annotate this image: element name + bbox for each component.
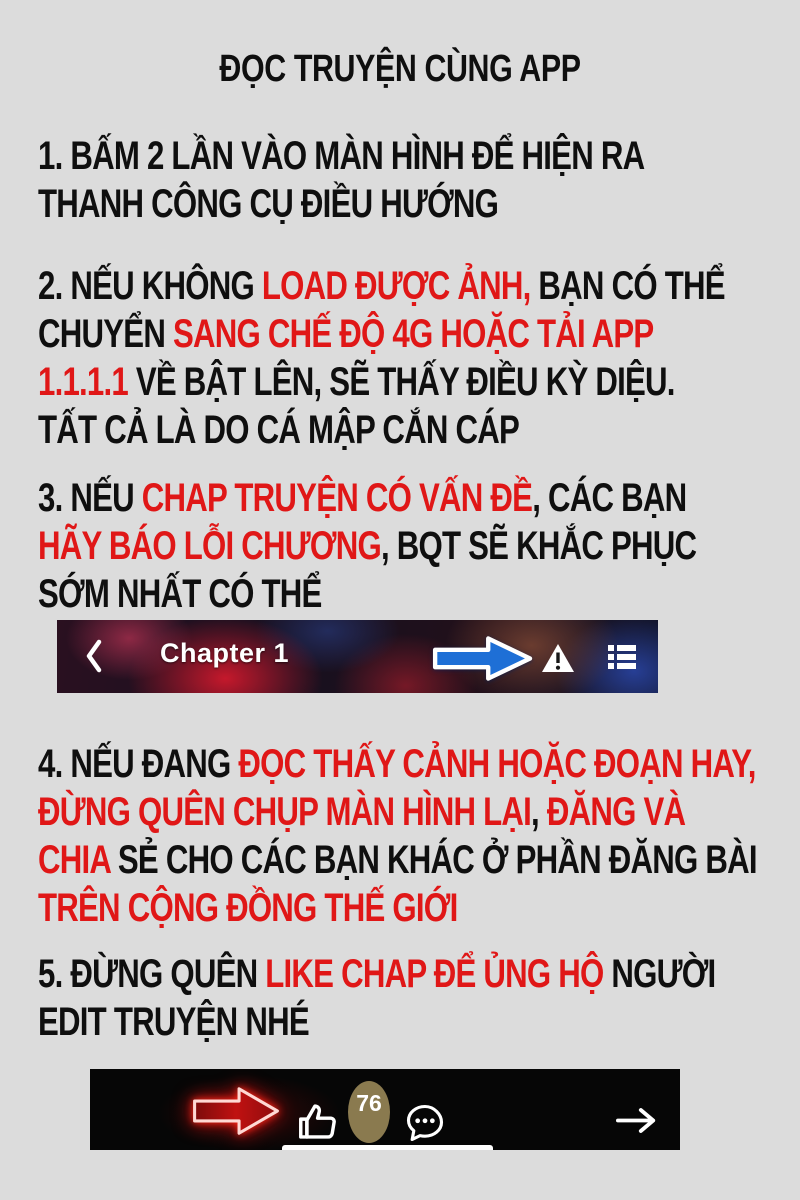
page-title: ĐỌC TRUYỆN CÙNG APP bbox=[219, 48, 581, 90]
highlight-segment: SANG CHẾ ĐỘ 4G HOẶC TẢI APP bbox=[172, 312, 654, 356]
text-segment: NGƯỜI bbox=[603, 952, 716, 996]
like-icon[interactable] bbox=[295, 1099, 341, 1150]
text-line bbox=[38, 788, 757, 836]
text-segment: , BQT SẼ KHẮC PHỤC bbox=[380, 524, 697, 568]
like-count: 76 bbox=[356, 1090, 382, 1116]
highlight-segment: ĐỪNG QUÊN CHỤP MÀN HÌNH LẠI bbox=[38, 790, 532, 834]
text-line bbox=[38, 740, 757, 788]
text-line bbox=[38, 262, 725, 310]
back-icon[interactable] bbox=[85, 639, 103, 678]
text-line bbox=[38, 884, 757, 932]
text-segment: VỀ BẬT LÊN, SẼ THẤY ĐIỀU KỲ DIỆU. bbox=[127, 360, 675, 404]
instruction-1 bbox=[38, 132, 644, 228]
pointer-arrow-icon bbox=[190, 1081, 282, 1146]
text-segment: 3. NẾU bbox=[38, 476, 142, 520]
highlight-segment: CHIA bbox=[38, 838, 118, 882]
pointer-arrow-icon bbox=[429, 635, 537, 687]
text-line bbox=[38, 998, 715, 1046]
text-line bbox=[38, 180, 644, 228]
like-count-badge bbox=[348, 1081, 390, 1143]
text-segment: 5. ĐỪNG QUÊN bbox=[38, 952, 266, 996]
text-line bbox=[38, 358, 725, 406]
text-segment: TẤT CẢ LÀ DO CÁ MẬP CẮN CÁP bbox=[38, 408, 520, 452]
progress-strip bbox=[282, 1145, 493, 1150]
text-line bbox=[38, 474, 696, 522]
instruction-4 bbox=[38, 740, 757, 932]
next-chapter-icon[interactable] bbox=[616, 1107, 658, 1139]
highlight-segment: ĐĂNG VÀ bbox=[546, 790, 686, 834]
highlight-segment: HÃY BÁO LỖI CHƯƠNG bbox=[38, 524, 381, 568]
text-line bbox=[38, 836, 757, 884]
text-segment: 1. BẤM 2 LẦN VÀO MÀN HÌNH ĐỂ HIỆN RA bbox=[38, 134, 645, 178]
chapter-toolbar-screenshot bbox=[57, 620, 658, 693]
reader-bottom-toolbar-screenshot bbox=[90, 1069, 680, 1150]
highlight-segment: LOAD ĐƯỢC ẢNH, bbox=[261, 264, 531, 308]
text-segment: BẠN CÓ THỂ bbox=[530, 264, 725, 308]
text-line bbox=[38, 522, 696, 570]
instruction-2 bbox=[38, 262, 725, 454]
text-line bbox=[38, 310, 725, 358]
text-segment: 4. NẾU ĐANG bbox=[38, 742, 239, 786]
text-line bbox=[38, 132, 644, 180]
highlight-segment: 1.1.1.1 bbox=[38, 360, 128, 404]
text-line bbox=[38, 570, 696, 618]
highlight-segment: TRÊN CỘNG ĐỒNG THẾ GIỚI bbox=[38, 886, 458, 930]
text-line bbox=[38, 406, 725, 454]
text-segment: , CÁC BẠN bbox=[532, 476, 687, 520]
text-segment: THANH CÔNG CỤ ĐIỀU HƯỚNG bbox=[38, 182, 499, 226]
text-segment: SỚM NHẤT CÓ THỂ bbox=[38, 572, 322, 616]
text-segment: 2. NẾU KHÔNG bbox=[38, 264, 262, 308]
report-warning-icon[interactable] bbox=[541, 643, 575, 678]
text-segment: , bbox=[531, 790, 547, 834]
text-segment: EDIT TRUYỆN NHÉ bbox=[38, 1000, 309, 1044]
chapter-list-icon[interactable] bbox=[608, 644, 636, 675]
comment-icon[interactable] bbox=[402, 1101, 448, 1150]
text-line bbox=[38, 950, 715, 998]
instruction-5 bbox=[38, 950, 715, 1046]
highlight-segment: CHAP TRUYỆN CÓ VẤN ĐỀ bbox=[141, 476, 533, 520]
text-segment: SẺ CHO CÁC BẠN KHÁC Ở PHẦN ĐĂNG BÀI bbox=[117, 838, 757, 882]
instruction-3 bbox=[38, 474, 696, 618]
text-segment: CHUYỂN bbox=[38, 312, 173, 356]
chapter-title: Chapter 1 bbox=[160, 638, 290, 668]
highlight-segment: ĐỌC THẤY CẢNH HOẶC ĐOẠN HAY, bbox=[238, 742, 756, 786]
highlight-segment: LIKE CHAP ĐỂ ỦNG HỘ bbox=[265, 952, 604, 996]
